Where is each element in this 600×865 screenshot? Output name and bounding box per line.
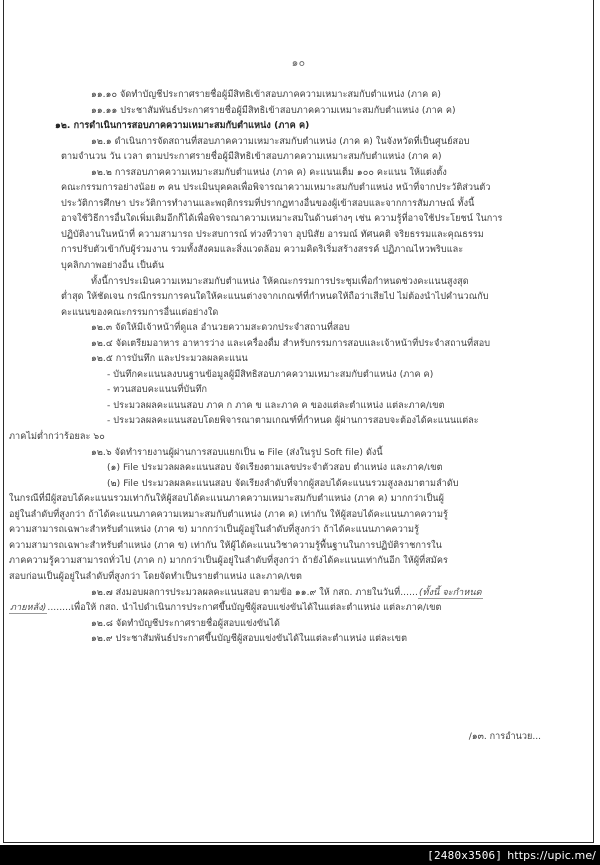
document-line: ๑๑.๑๐ จัดทำบัญชีประกาศรายชื่อผู้มีสิทธิเข้าสอบภาคความเหมาะสมกับตำแหน่ง (ภาค ค) (91, 90, 442, 100)
document-line: ๑๑.๑๑ ประชาสัมพันธ์ประกาศรายชื่อผู้มีสิทธิเข้าสอบภาคความเหมาะสมกับตำแหน่ง (ภาค ค) (91, 105, 456, 116)
image-info-bar (0, 845, 600, 865)
document-line: ภาคความรู้ความสามารถทั่วไป (ภาค ก) มากกว่าเป็นผู้อยู่ในลำดับที่สูงกว่า ถ้ายังได้คะแนนเท่ากันอีก ให้ผู้ที่สมัคร (9, 556, 448, 567)
document-body (9, 88, 545, 648)
document-line: (๑) File ประมวลผลคะแนนสอบ จัดเรียงตามเลขประจำตัวสอบ ตำแหน่ง และภาค/เขต (107, 463, 443, 474)
document-line: ๑๒.๖ จัดทำรายงานผู้ผ่านการสอบแยกเป็น ๒ File (ส่งในรูป Soft file) ดังนี้ (91, 447, 383, 458)
document-line (9, 601, 545, 617)
page-folio-number: ๑๐ (291, 57, 306, 69)
document-line: ปฏิบัติงานในหน้าที่ ความสามารถ ประสบการณ์ ท่วงทีวาจา อุปนิสัย อารมณ์ ทัศนคติ จริยธรรมและคุณธรรม (61, 229, 484, 240)
document-line: - บันทึกคะแนนลงบนฐานข้อมูลผู้มีสิทธิสอบภาคความเหมาะสมกับตำแหน่ง (ภาค ค) (107, 369, 434, 380)
document-line: ๑๒.๙ ประชาสัมพันธ์ประกาศขึ้นบัญชีผู้สอบแข่งขันได้ในแต่ละตำแหน่ง แต่ละเขต (91, 634, 408, 645)
document-line: (๒) File ประมวลผลคะแนนสอบ จัดเรียงลำดับที่จากผู้สอบได้คะแนนรวมสูงลงมาตามลำดับ (107, 478, 459, 489)
document-line: ทั้งนี้การประเมินความเหมาะสมกับตำแหน่ง ให้คณะกรรมการประชุมเพื่อกำหนดช่วงคะแนนสูงสุด (91, 276, 469, 287)
line-text: ๑๒.๗ ส่งมอบผลการประมวลผลคะแนนสอบ ตามข้อ ๑๑.๙ ให้ กสถ. ภายในวันที่...... (91, 587, 418, 598)
document-line: - ประมวลผลคะแนนสอบโดยพิจารณาตามเกณฑ์ที่กำหนด ผู้ผ่านการสอบจะต้องได้คะแนนแต่ละ (107, 416, 479, 427)
page-content (4, 0, 593, 842)
document-line: ในกรณีที่มีผู้สอบได้คะแนนรวมเท่ากันให้ผู้สอบได้คะแนนภาคความเหมาะสมกับตำแหน่ง (ภาค ค) มากกว่าเป็นผู้ (9, 494, 444, 505)
document-line: ๑๒. การดำเนินการสอบภาคความเหมาะสมกับตำแหน่ง (ภาค ค) (55, 121, 310, 132)
document-line: ๑๒.๔ จัดเตรียมอาหาร อาหารว่าง และเครื่องดื่ม สำหรับกรรมการสอบและเจ้าหน้าที่ประจำสถานที่สอบ (91, 338, 491, 349)
document-line (91, 586, 545, 602)
document-line: อาจใช้วิธีการอื่นใดเพิ่มเติมอีกก็ได้เพื่อพิจารณาความเหมาะสมในด้านต่างๆ เช่น ความรู้ที่อาจใช้ประโยชน์ ในการ (61, 214, 503, 225)
document-line: ๑๒.๒ การสอบภาคความเหมาะสมกับตำแหน่ง (ภาค ค) คะแนนเต็ม ๑๐๐ คะแนน ให้แต่งตั้ง (91, 167, 447, 178)
document-line: ประวัติการศึกษา ประวัติการทำงานและพฤติกรรมที่ปรากฏทางอื่นของผู้เข้าสอบและจากการสัมภาษณ์ ทั้งนี้ (61, 198, 475, 209)
document-line: - ทวนสอบคะแนนที่บันทึก (107, 385, 208, 396)
image-dimensions-label: [2480x3506] (427, 848, 503, 862)
document-line: ตามจำนวน วัน เวลา ตามประกาศรายชื่อผู้มีสิทธิเข้าสอบภาคความเหมาะสมกับตำแหน่ง (ภาค ค) (61, 152, 442, 163)
document-line: ภาคไม่ต่ำกว่าร้อยละ ๖๐ (9, 432, 105, 443)
document-line: การปรับตัวเข้ากับผู้ร่วมงาน รวมทั้งสังคมและสิ่งแวดล้อม ความคิดริเริ่มสร้างสรรค์ ปฏิภาณไหวพริบและ (61, 245, 464, 256)
line-text: ........เพื่อให้ กสถ. นำไปดำเนินการประกาศขึ้นบัญชีผู้สอบแข่งขันได้ในแต่ละตำแหน่ง แต่ละภาค/เขต (47, 603, 442, 614)
document-line: คณะกรรมการอย่างน้อย ๓ คน ประเมินบุคคลเพื่อพิจารณาความเหมาะสมกับตำแหน่ง หน้าที่จากประวัติส่วนตัว (61, 183, 491, 194)
image-source-url[interactable]: https://upic.me/ (507, 848, 596, 862)
document-line: ต่ำสุด ให้ชัดเจน กรณีกรรมการคนใดให้คะแนนต่างจากเกณฑ์ที่กำหนดให้ถือว่าเสียไป ไม่ต้องนำไปคำนวณกับ (61, 292, 489, 303)
document-line: บุคลิกภาพอย่างอื่น เป็นต้น (61, 261, 165, 272)
document-line: อยู่ในลำดับที่สูงกว่า ถ้าได้คะแนนภาคความเหมาะสมกับตำแหน่ง (ภาค ค) เท่ากัน ให้ผู้สอบได้คะแนนภาคความรู้ (9, 509, 448, 520)
page-catchword: /๑๓. การอำนวย... (468, 732, 541, 742)
document-line: ๑๒.๕ การบันทึก และประมวลผลคะแนน (91, 354, 248, 365)
document-line: - ประมวลผลคะแนนสอบ ภาค ก ภาค ข และภาค ค ของแต่ละตำแหน่ง แต่ละภาค/เขต (107, 400, 445, 411)
document-line: ความสามารถเฉพาะสำหรับตำแหน่ง (ภาค ข) มากกว่าเป็นผู้อยู่ในลำดับที่สูงกว่า ถ้าได้คะแนนภาคความรู้ (9, 525, 420, 536)
document-line: ๑๒.๑ ดำเนินการจัดสถานที่สอบภาคความเหมาะสมกับตำแหน่ง (ภาค ค) ในจังหวัดที่เป็นศูนย์สอบ (91, 136, 470, 147)
handwritten-annotation: ภายหลัง) (10, 603, 47, 614)
document-line: ๑๒.๘ จัดทำบัญชีประกาศรายชื่อผู้สอบแข่งขันได้ (91, 618, 280, 629)
document-line: คะแนนของคณะกรรมการอื่นแต่อย่างใด (61, 307, 219, 318)
document-line: ความสามารถเฉพาะสำหรับตำแหน่ง (ภาค ข) เท่ากัน ให้ผู้ได้คะแนนวิชาความรู้พื้นฐานในการปฏิบัติราชการใน (9, 540, 442, 551)
scanned-document-page (3, 0, 594, 843)
document-line: สอบก่อนเป็นผู้อยู่ในลำดับที่สูงกว่า โดยจัดทำเป็นรายตำแหน่ง และภาค/เขต (9, 571, 302, 582)
handwritten-annotation: (ทั้งนี้ จะกำหนด (418, 587, 482, 598)
document-line: ๑๒.๓ จัดให้มีเจ้าหน้าที่ดูแล อำนวยความสะดวกประจำสถานที่สอบ (91, 323, 350, 334)
